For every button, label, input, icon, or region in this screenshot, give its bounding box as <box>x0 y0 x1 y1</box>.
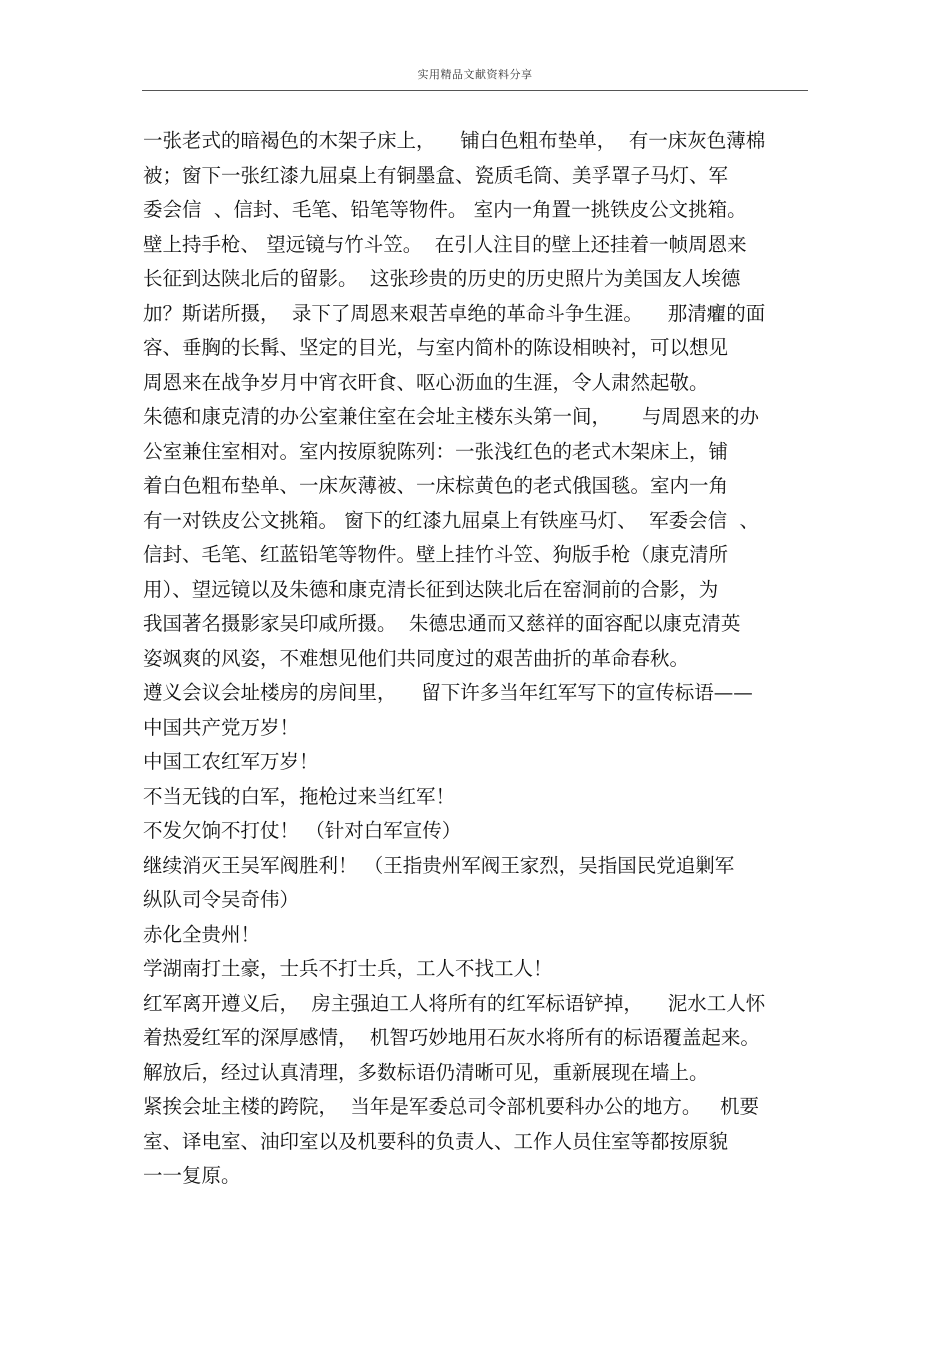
text-line: 着热爱红军的深厚感情， 机智巧妙地用石灰水将所有的标语覆盖起来。 <box>143 1026 760 1049</box>
document-body <box>143 124 823 1194</box>
text-line: 周恩来在战争岁月中宵衣旰食、呕心沥血的生涯，令人肃然起敬。 <box>143 370 709 394</box>
text-line: 信封、毛笔、红蓝铅笔等物件。壁上挂竹斗笠、狗版手枪（康克清所 <box>143 543 729 566</box>
text-line: 着白色粗布垫单、一床灰薄被、一床棕黄色的老式俄国毯。室内一角 <box>143 474 729 497</box>
text-line: 加？斯诺所摄， 录下了周恩来艰苦卓绝的革命斗争生涯。 那清癯的面 <box>143 301 766 325</box>
slogan-line: 不当无钱的白军，拖枪过来当红军！ <box>143 784 456 808</box>
text-line: 被；窗下一张红漆九屈桌上有铜墨盒、瓷质毛筒、美孚罩子马灯、军 <box>143 163 729 187</box>
text-line: 容、垂胸的长髯、坚定的目光，与室内简朴的陈设相映衬，可以想见 <box>143 336 729 359</box>
slogan-line: 不发欠饷不打仗！ （针对白军宣传） <box>143 819 462 842</box>
text-line: 长征到达陕北后的留影。 这张珍贵的历史的历史照片为美国友人埃德 <box>143 267 741 290</box>
text-line: 朱德和康克清的办公室兼住室在会址主楼东头第一间， 与周恩来的办 <box>143 405 759 428</box>
text-line: 室、译电室、油印室以及机要科的负责人、工作人员住室等都按原貌 <box>143 1129 729 1153</box>
text-line: 姿飒爽的风姿，不难想见他们共同度过的艰苦曲折的革命春秋。 <box>143 646 690 670</box>
slogan-line: 纵队司令吴奇伟） <box>143 888 300 911</box>
text-line: 遵义会议会址楼房的房间里， 留下许多当年红军写下的宣传标语—— <box>143 681 753 704</box>
text-line: 紧挨会址主楼的跨院， 当年是军委总司令部机要科办公的地方。 机要 <box>143 1095 759 1118</box>
slogan-line: 继续消灭王吴军阀胜利！ （王指贵州军阀王家烈，吴指国民党追剿军 <box>143 853 735 877</box>
page-header: 实用精品文献资料分享 <box>417 68 533 81</box>
text-line: 壁上持手枪、 望远镜与竹斗笠。 在引人注目的壁上还挂着一帧周恩来 <box>143 232 747 256</box>
text-line: 用）、望远镜以及朱德和康克清长征到达陕北后在窑洞前的合影，为 <box>143 577 719 601</box>
slogan-line: 学湖南打土豪，士兵不打士兵，工人不找工人！ <box>143 957 553 980</box>
slogan-line: 中国共产党万岁！ <box>143 715 300 739</box>
slogan-line: 赤化全贵州！ <box>143 922 261 946</box>
text-line: 我国著名摄影家吴印咸所摄。 朱德忠通而又慈祥的面容配以康克清英 <box>143 612 741 635</box>
text-line: 公室兼住室相对。室内按原貌陈列：一张浅红色的老式木架床上，铺 <box>143 439 729 463</box>
text-line: 有一对铁皮公文挑箱。 窗下的红漆九屈桌上有铁座马灯、 军委会信 、 <box>143 508 759 532</box>
text-line: 红军离开遵义后， 房主强迫工人将所有的红军标语铲掉， 泥水工人怀 <box>143 991 766 1015</box>
text-line: 一张老式的暗褐色的木架子床上， 铺白色粗布垫单， 有一床灰色薄棉 <box>143 129 766 152</box>
slogan-line: 中国工农红军万岁！ <box>143 750 319 773</box>
text-line: 解放后，经过认真清理，多数标语仍清晰可见，重新展现在墙上。 <box>143 1060 709 1084</box>
text-line: 委会信 、信封、毛笔、铅笔等物件。 室内一角置一挑铁皮公文挑箱。 <box>143 198 747 221</box>
text-line: 一一复原。 <box>143 1164 241 1187</box>
header-divider <box>142 90 808 91</box>
